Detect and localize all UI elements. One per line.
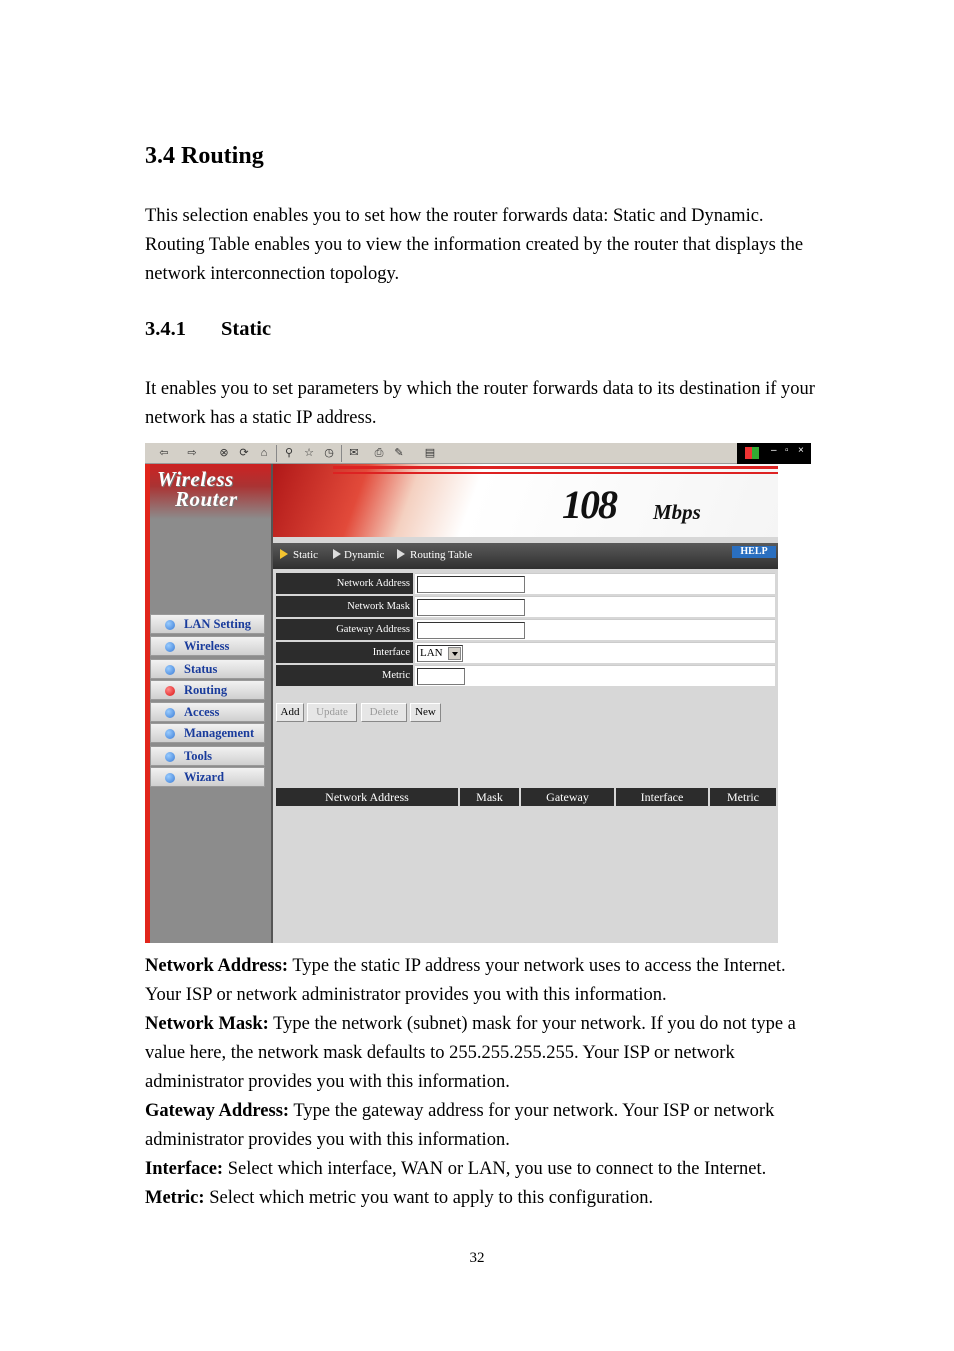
metric-cell — [415, 665, 775, 686]
subsection-number: 3.4.1 — [145, 318, 186, 340]
banner — [273, 464, 778, 537]
active-bullet-icon — [165, 686, 175, 696]
column-mask: Mask — [460, 788, 519, 806]
metric-label: Metric — [276, 665, 413, 686]
forward-icon[interactable]: ⇨ — [187, 447, 197, 459]
minimize-icon[interactable]: – — [771, 445, 777, 456]
menu-label: Tools — [184, 749, 213, 763]
close-icon[interactable]: × — [798, 445, 804, 456]
menu-label: Status — [184, 662, 218, 676]
banner-stripe — [333, 472, 778, 474]
network-address-cell — [415, 573, 775, 594]
network-address-row — [276, 573, 775, 594]
menu-label: Wireless — [184, 639, 230, 653]
help-button[interactable]: HELP — [732, 546, 776, 558]
menu-label: Access — [184, 705, 220, 719]
definition-term: Network Address: — [145, 956, 289, 976]
edit-icon[interactable]: ✎ — [394, 447, 404, 459]
column-network-address: Network Address — [276, 788, 458, 806]
bullet-icon — [165, 729, 175, 739]
gateway-address-cell — [415, 619, 775, 640]
history-icon[interactable]: ◷ — [324, 447, 334, 459]
stop-icon[interactable]: ⊗ — [219, 447, 229, 459]
menu-item-routing[interactable] — [150, 680, 265, 700]
definition-text: Type the gateway address for your network. Your ISP or network administrator provides you with this information. — [145, 1101, 775, 1150]
section-title: 3.4 Routing — [145, 143, 264, 169]
definition-metric — [145, 1184, 825, 1213]
discuss-icon[interactable]: ▤ — [424, 447, 436, 459]
definitions — [145, 952, 825, 1213]
definition-term: Gateway Address: — [145, 1101, 290, 1121]
gateway-address-row — [276, 619, 775, 640]
page-number: 32 — [469, 1250, 485, 1266]
definition-interface — [145, 1155, 825, 1184]
tab-static[interactable]: Static — [293, 549, 319, 561]
definition-text: Type the network (subnet) mask for your network. If you do not type a value here, the network mask defaults to 255.255.255.255. Your ISP or network administrator provides you with this information. — [145, 1014, 796, 1092]
definition-term: Metric: — [145, 1188, 205, 1208]
speed-value: 108 — [562, 482, 616, 527]
definition-network-address — [145, 952, 825, 1010]
search-icon[interactable]: ⚲ — [284, 447, 294, 459]
back-icon[interactable]: ⇦ — [159, 447, 169, 459]
static-paragraph: It enables you to set parameters by which the router forwards data to its destination if your network has a static IP address. — [145, 379, 815, 428]
network-mask-row — [276, 596, 775, 617]
definition-text: Select which interface, WAN or LAN, you use to connect to the Internet. — [223, 1159, 767, 1179]
gateway-address-label: Gateway Address — [276, 619, 413, 640]
bullet-icon — [165, 708, 175, 718]
add-button[interactable]: Add — [276, 703, 304, 722]
refresh-icon[interactable]: ⟳ — [239, 447, 249, 459]
column-gateway: Gateway — [521, 788, 614, 806]
menu-label: Management — [184, 726, 255, 740]
tab-arrow-icon — [280, 549, 288, 559]
menu-item-wireless[interactable] — [150, 636, 265, 656]
bullet-icon — [165, 620, 175, 630]
menu-label: LAN Setting — [184, 617, 252, 631]
speed-unit: Mbps — [653, 500, 701, 524]
network-address-input[interactable] — [417, 576, 525, 593]
bullet-icon — [165, 665, 175, 675]
network-address-label: Network Address — [276, 573, 413, 594]
tab-routing-table[interactable]: Routing Table — [410, 549, 473, 561]
new-button[interactable]: New — [410, 703, 441, 722]
interface-label: Interface — [276, 642, 413, 663]
metric-input[interactable] — [417, 668, 465, 685]
definition-gateway-address — [145, 1097, 825, 1155]
menu-item-access[interactable] — [150, 702, 265, 722]
definition-term: Interface: — [145, 1159, 224, 1179]
definition-text: Type the static IP address your network uses to access the Internet. Your ISP or network administrator provides you with this information. — [145, 956, 786, 1005]
menu-label: Routing — [184, 683, 228, 697]
tab-dynamic[interactable]: Dynamic — [344, 549, 385, 561]
home-icon[interactable]: ⌂ — [260, 447, 268, 459]
banner-stripe — [333, 466, 778, 469]
bullet-icon — [165, 773, 175, 783]
definition-network-mask — [145, 1010, 825, 1097]
network-mask-cell — [415, 596, 775, 617]
menu-item-management[interactable] — [150, 723, 265, 743]
interface-select[interactable] — [417, 645, 463, 662]
column-interface: Interface — [616, 788, 708, 806]
update-button[interactable]: Update — [307, 703, 357, 722]
brand-line1: Wireless — [157, 467, 234, 491]
interface-row — [276, 642, 775, 663]
tab-arrow-icon — [333, 549, 341, 559]
gateway-address-input[interactable] — [417, 622, 525, 639]
mail-icon[interactable]: ✉ — [349, 447, 359, 459]
bullet-icon — [165, 752, 175, 762]
column-metric: Metric — [710, 788, 776, 806]
menu-item-tools[interactable] — [150, 746, 265, 766]
network-mask-input[interactable] — [417, 599, 525, 616]
menu-label: Wizard — [184, 770, 225, 784]
menu-item-lan-setting[interactable] — [150, 614, 265, 634]
subsection-heading — [145, 318, 271, 341]
menu-item-status[interactable] — [150, 659, 265, 679]
restore-icon[interactable]: ▫ — [785, 445, 789, 456]
delete-button[interactable]: Delete — [361, 703, 407, 722]
interface-select-value: LAN — [420, 647, 443, 659]
tab-arrow-icon — [397, 549, 405, 559]
favorites-icon[interactable]: ☆ — [304, 447, 314, 459]
bullet-icon — [165, 642, 175, 652]
print-icon[interactable]: ⎙ — [374, 447, 384, 459]
chevron-down-icon — [448, 647, 461, 660]
intro-paragraph: This selection enables you to set how the router forwards data: Static and Dynamic. Routing Table enables you to view the information created by the router that displays the network interconnection topology. — [145, 206, 804, 284]
metric-row — [276, 665, 775, 686]
interface-cell — [415, 642, 775, 663]
subsection-title: Static — [221, 318, 272, 340]
brand-line2: Router — [175, 487, 238, 511]
definition-term: Network Mask: — [145, 1014, 269, 1034]
definition-text: Select which metric you want to apply to this configuration. — [204, 1188, 654, 1208]
menu-item-wizard[interactable] — [150, 767, 265, 787]
network-mask-label: Network Mask — [276, 596, 413, 617]
